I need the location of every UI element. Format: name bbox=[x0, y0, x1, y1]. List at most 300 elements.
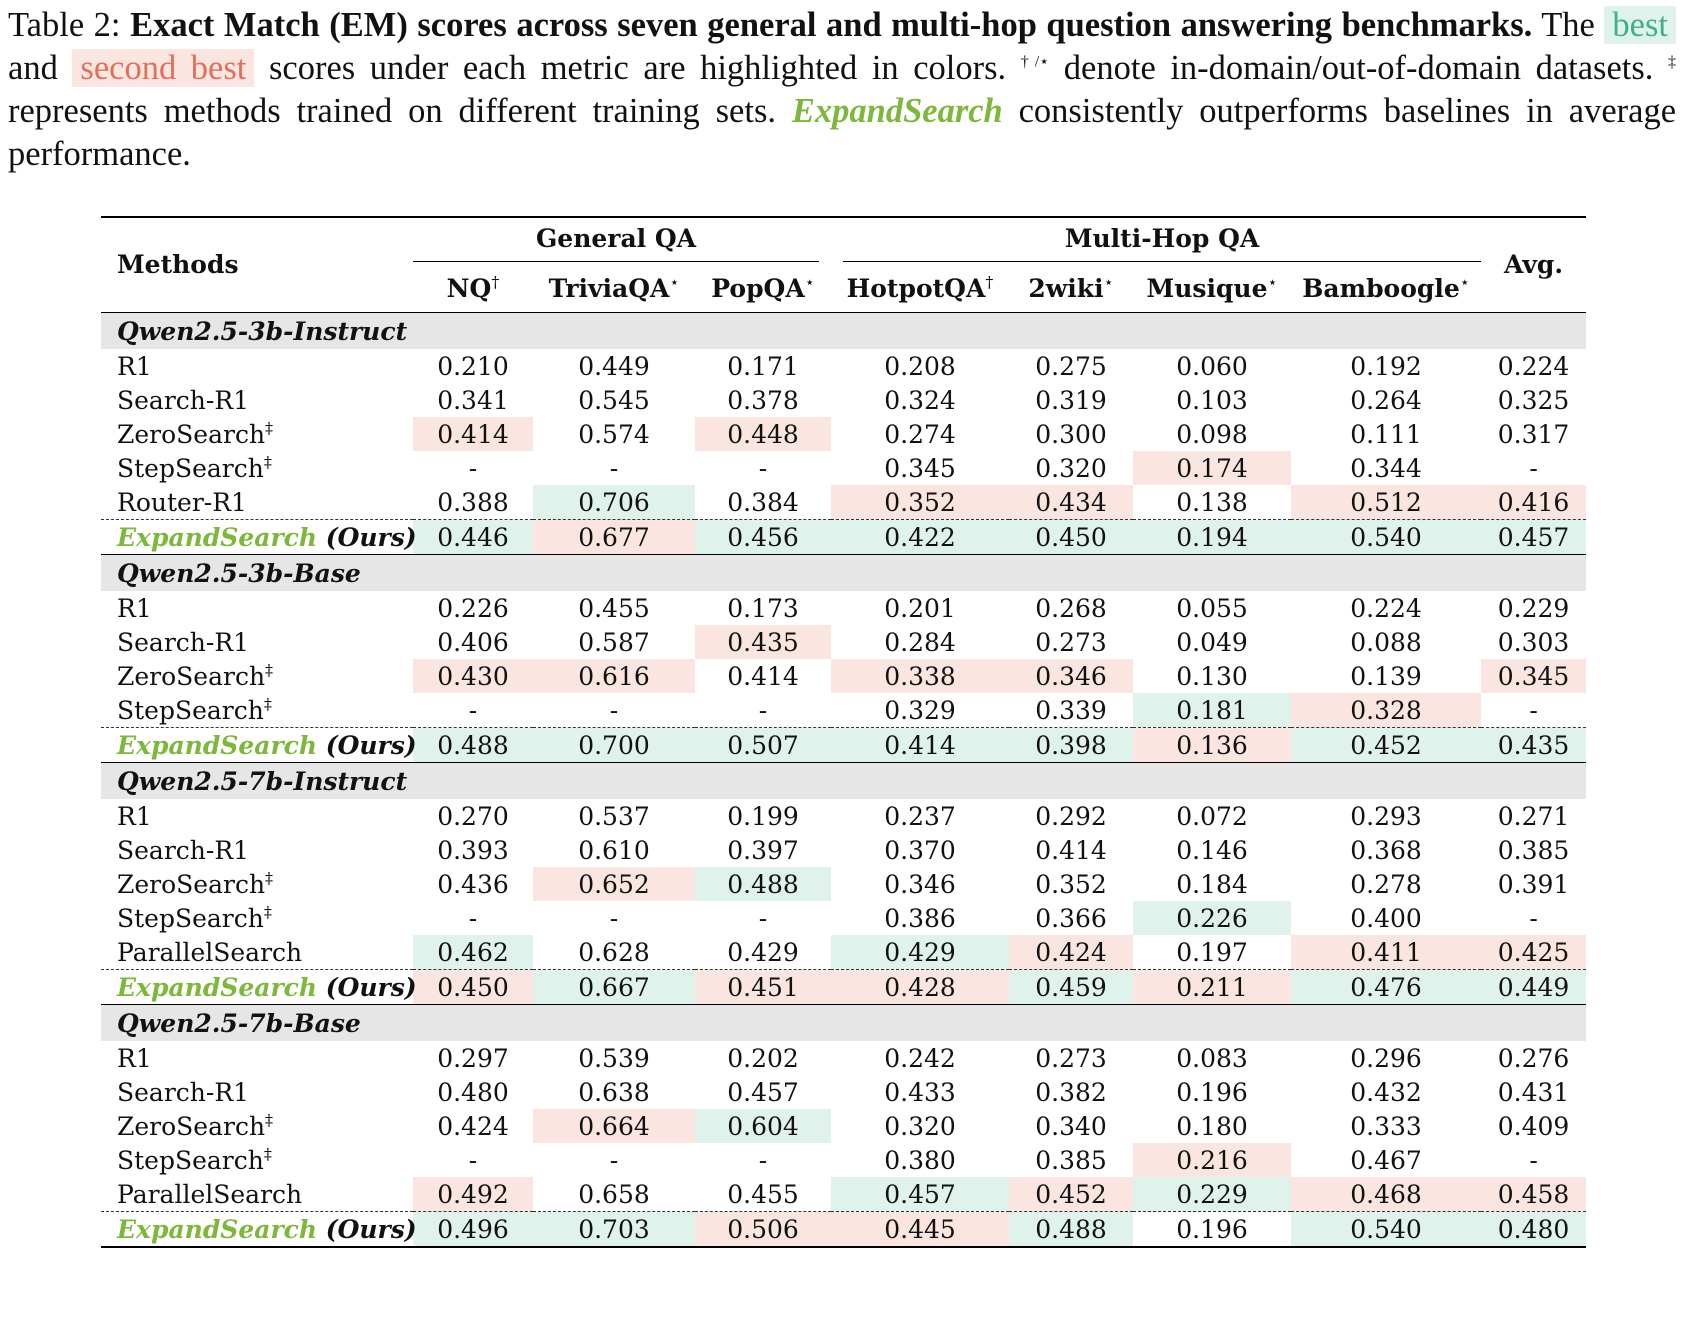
caption-text-2: scores under each metric are highlighted in colors. bbox=[268, 49, 1007, 87]
value-cell: 0.457 bbox=[831, 1177, 1009, 1212]
value-cell: 0.385 bbox=[1497, 835, 1570, 865]
table-row bbox=[101, 935, 1586, 970]
method-mark: ‡ bbox=[265, 660, 274, 680]
value-cell: 0.296 bbox=[1350, 1043, 1422, 1073]
value-cell: 0.455 bbox=[727, 1179, 799, 1209]
value-cell: 0.480 bbox=[437, 1077, 509, 1107]
value-cell: 0.488 bbox=[413, 728, 533, 763]
method-name: R1 bbox=[117, 593, 152, 623]
value-cell: 0.459 bbox=[1009, 970, 1133, 1005]
value-cell: 0.224 bbox=[1350, 593, 1422, 623]
value-cell: 0.378 bbox=[727, 385, 799, 415]
value-cell: 0.429 bbox=[831, 935, 1009, 970]
value-cell: 0.435 bbox=[695, 625, 831, 659]
ours-tag: (Ours) bbox=[317, 522, 417, 552]
value-cell: 0.174 bbox=[1133, 451, 1291, 485]
value-cell: - bbox=[1529, 695, 1538, 725]
method-mark: ‡ bbox=[265, 1110, 274, 1130]
value-cell: 0.431 bbox=[1497, 1077, 1570, 1107]
value-cell: 0.340 bbox=[1035, 1111, 1107, 1141]
value-cell: 0.448 bbox=[695, 417, 831, 451]
value-cell: - bbox=[758, 903, 768, 933]
value-cell: 0.512 bbox=[1291, 485, 1481, 520]
value-cell: 0.370 bbox=[884, 835, 956, 865]
value-cell: 0.456 bbox=[695, 520, 831, 555]
section-title: Qwen2.5-7b-Instruct bbox=[101, 763, 1586, 800]
value-cell: 0.328 bbox=[1291, 693, 1481, 728]
results-table bbox=[101, 216, 1586, 1248]
method-mark: ‡ bbox=[263, 694, 272, 714]
value-cell: 0.275 bbox=[1035, 351, 1107, 381]
value-cell: 0.049 bbox=[1176, 627, 1248, 657]
value-cell: - bbox=[609, 453, 619, 483]
value-cell: 0.388 bbox=[437, 487, 509, 517]
header-col-bamboogle bbox=[1291, 264, 1481, 313]
method-name: R1 bbox=[117, 351, 152, 381]
value-cell: 0.391 bbox=[1497, 869, 1570, 899]
ours-tag: (Ours) bbox=[317, 730, 417, 760]
value-cell: 0.677 bbox=[533, 520, 695, 555]
value-cell: 0.610 bbox=[578, 835, 650, 865]
value-cell: 0.700 bbox=[533, 728, 695, 763]
value-cell: 0.138 bbox=[1176, 487, 1248, 517]
value-cell: 0.424 bbox=[437, 1111, 509, 1141]
value-cell: - bbox=[609, 903, 619, 933]
method-name: ZeroSearch bbox=[117, 869, 266, 899]
value-cell: 0.429 bbox=[727, 937, 799, 967]
method-name: Search-R1 bbox=[117, 1077, 250, 1107]
method-cell bbox=[101, 833, 413, 867]
value-cell: 0.424 bbox=[1009, 935, 1133, 970]
caption-second-swatch: second best bbox=[72, 49, 254, 87]
value-cell: 0.450 bbox=[413, 970, 533, 1005]
table-row-ours bbox=[101, 1212, 1586, 1248]
table-row bbox=[101, 417, 1586, 451]
method-mark: ‡ bbox=[263, 902, 272, 922]
table-row bbox=[101, 833, 1586, 867]
value-cell: 0.136 bbox=[1133, 728, 1291, 763]
method-name: StepSearch bbox=[117, 903, 264, 933]
header-col-name: PopQA bbox=[711, 273, 805, 303]
value-cell: 0.449 bbox=[578, 351, 650, 381]
value-cell: 0.540 bbox=[1291, 520, 1481, 555]
table-row-ours bbox=[101, 520, 1586, 555]
table-row bbox=[101, 659, 1586, 693]
value-cell: 0.210 bbox=[437, 351, 509, 381]
value-cell: 0.274 bbox=[884, 419, 956, 449]
value-cell: 0.457 bbox=[727, 1077, 799, 1107]
table-row bbox=[101, 1041, 1586, 1075]
header-col-mark: ⋆ bbox=[1103, 272, 1114, 292]
value-cell: 0.507 bbox=[695, 728, 831, 763]
value-cell: 0.414 bbox=[1035, 835, 1107, 865]
method-name: StepSearch bbox=[117, 1145, 264, 1175]
value-cell: 0.386 bbox=[884, 903, 956, 933]
header-col-popqa bbox=[695, 264, 831, 313]
header-col-2wiki bbox=[1009, 264, 1133, 313]
header-col-triviaqa bbox=[533, 264, 695, 313]
value-cell: - bbox=[758, 453, 768, 483]
table-row-ours bbox=[101, 970, 1586, 1005]
value-cell: 0.457 bbox=[1481, 520, 1586, 555]
value-cell: 0.229 bbox=[1497, 593, 1570, 623]
section-row bbox=[101, 763, 1586, 800]
method-cell bbox=[101, 485, 413, 520]
method-cell bbox=[101, 451, 413, 485]
value-cell: 0.352 bbox=[1035, 869, 1107, 899]
caption-label: Table 2: bbox=[8, 6, 121, 44]
value-cell: 0.703 bbox=[533, 1212, 695, 1248]
value-cell: 0.414 bbox=[413, 417, 533, 451]
table-row bbox=[101, 383, 1586, 417]
section-row bbox=[101, 555, 1586, 592]
value-cell: 0.449 bbox=[1481, 970, 1586, 1005]
header-col-mark: † bbox=[985, 272, 994, 292]
value-cell: 0.226 bbox=[1133, 901, 1291, 935]
value-cell: 0.211 bbox=[1133, 970, 1291, 1005]
value-cell: 0.297 bbox=[437, 1043, 509, 1073]
value-cell: 0.664 bbox=[533, 1109, 695, 1143]
section-title: Qwen2.5-3b-Base bbox=[101, 555, 1586, 592]
value-cell: 0.416 bbox=[1481, 485, 1586, 520]
value-cell: 0.488 bbox=[1009, 1212, 1133, 1248]
section-row bbox=[101, 1005, 1586, 1042]
header-col-musique bbox=[1133, 264, 1291, 313]
value-cell: 0.506 bbox=[695, 1212, 831, 1248]
value-cell: 0.540 bbox=[1291, 1212, 1481, 1248]
value-cell: - bbox=[758, 1145, 768, 1175]
header-row-groups bbox=[101, 217, 1586, 264]
value-cell: 0.468 bbox=[1291, 1177, 1481, 1212]
value-cell: 0.455 bbox=[578, 593, 650, 623]
value-cell: 0.385 bbox=[1035, 1145, 1107, 1175]
value-cell: 0.103 bbox=[1176, 385, 1248, 415]
header-col-name: HotpotQA bbox=[846, 273, 986, 303]
method-cell bbox=[101, 693, 413, 728]
table-row bbox=[101, 451, 1586, 485]
value-cell: 0.271 bbox=[1497, 801, 1570, 831]
value-cell: 0.488 bbox=[695, 867, 831, 901]
method-cell bbox=[101, 1143, 413, 1177]
method-name-ours: ExpandSearch bbox=[117, 522, 318, 552]
caption-ddagger: ‡ bbox=[1668, 53, 1677, 71]
section-title: Qwen2.5-7b-Base bbox=[101, 1005, 1586, 1042]
ours-tag: (Ours) bbox=[317, 972, 417, 1002]
value-cell: 0.380 bbox=[884, 1145, 956, 1175]
value-cell: 0.276 bbox=[1497, 1043, 1570, 1073]
value-cell: 0.268 bbox=[1035, 593, 1107, 623]
caption-text-3: denote in-domain/out-of-domain datasets. bbox=[1063, 49, 1654, 87]
value-cell: 0.537 bbox=[578, 801, 650, 831]
table-row bbox=[101, 1177, 1586, 1212]
method-cell bbox=[101, 417, 413, 451]
value-cell: 0.432 bbox=[1350, 1077, 1422, 1107]
header-col-mark: ⋆ bbox=[1459, 272, 1470, 292]
value-cell: 0.197 bbox=[1176, 937, 1248, 967]
method-cell bbox=[101, 1177, 413, 1212]
value-cell: 0.139 bbox=[1350, 661, 1422, 691]
value-cell: 0.382 bbox=[1035, 1077, 1107, 1107]
value-cell: 0.293 bbox=[1350, 801, 1422, 831]
value-cell: 0.146 bbox=[1176, 835, 1248, 865]
value-cell: 0.324 bbox=[884, 385, 956, 415]
value-cell: 0.446 bbox=[413, 520, 533, 555]
value-cell: 0.216 bbox=[1133, 1143, 1291, 1177]
method-cell bbox=[101, 349, 413, 383]
value-cell: 0.184 bbox=[1176, 869, 1248, 899]
caption-method-name: ExpandSearch bbox=[791, 92, 1003, 130]
value-cell: 0.433 bbox=[884, 1077, 956, 1107]
value-cell: 0.171 bbox=[727, 351, 799, 381]
value-cell: 0.208 bbox=[884, 351, 956, 381]
ours-tag: (Ours) bbox=[317, 1214, 417, 1244]
value-cell: 0.476 bbox=[1291, 970, 1481, 1005]
method-mark: ‡ bbox=[265, 418, 274, 438]
results-table-container bbox=[101, 216, 1586, 1248]
header-col-name: NQ bbox=[446, 273, 492, 303]
caption-and: and bbox=[8, 49, 58, 87]
table-row bbox=[101, 1075, 1586, 1109]
method-cell bbox=[101, 1041, 413, 1075]
value-cell: 0.452 bbox=[1009, 1177, 1133, 1212]
header-methods: Methods bbox=[101, 217, 413, 313]
section-title: Qwen2.5-3b-Instruct bbox=[101, 313, 1586, 350]
value-cell: 0.338 bbox=[831, 659, 1009, 693]
table-row-ours bbox=[101, 728, 1586, 763]
method-name: R1 bbox=[117, 801, 152, 831]
value-cell: 0.201 bbox=[884, 593, 956, 623]
value-cell: 0.366 bbox=[1035, 903, 1107, 933]
value-cell: - bbox=[468, 453, 478, 483]
value-cell: 0.436 bbox=[437, 869, 509, 899]
value-cell: 0.273 bbox=[1035, 627, 1107, 657]
header-col-name: Musique bbox=[1146, 273, 1268, 303]
method-cell bbox=[101, 1212, 417, 1248]
header-col-mark: † bbox=[491, 272, 500, 292]
table-row bbox=[101, 485, 1586, 520]
table-row bbox=[101, 349, 1586, 383]
value-cell: 0.706 bbox=[533, 485, 695, 520]
value-cell: 0.435 bbox=[1481, 728, 1586, 763]
header-group-general bbox=[413, 217, 831, 264]
value-cell: 0.199 bbox=[727, 801, 799, 831]
method-cell bbox=[101, 867, 413, 901]
value-cell: 0.451 bbox=[695, 970, 831, 1005]
method-name-ours: ExpandSearch bbox=[117, 730, 318, 760]
value-cell: 0.414 bbox=[727, 661, 799, 691]
value-cell: 0.278 bbox=[1350, 869, 1422, 899]
value-cell: 0.398 bbox=[1009, 728, 1133, 763]
value-cell: 0.292 bbox=[1035, 801, 1107, 831]
value-cell: 0.284 bbox=[884, 627, 956, 657]
value-cell: 0.320 bbox=[1035, 453, 1107, 483]
value-cell: 0.344 bbox=[1350, 453, 1422, 483]
value-cell: 0.339 bbox=[1035, 695, 1107, 725]
value-cell: 0.194 bbox=[1133, 520, 1291, 555]
caption-text-5: consistently outperforms baselines in average performance. bbox=[8, 92, 1677, 173]
value-cell: 0.428 bbox=[831, 970, 1009, 1005]
header-group-multihop-label: Multi-Hop QA bbox=[843, 224, 1481, 262]
method-cell bbox=[101, 1075, 413, 1109]
caption-text-4: represents methods trained on different training sets. bbox=[8, 92, 777, 130]
value-cell: - bbox=[609, 1145, 619, 1175]
value-cell: 0.300 bbox=[1035, 419, 1107, 449]
method-name: StepSearch bbox=[117, 453, 264, 483]
header-col-name: TriviaQA bbox=[548, 273, 670, 303]
value-cell: 0.425 bbox=[1481, 935, 1586, 970]
header-group-multihop bbox=[831, 217, 1481, 264]
value-cell: 0.638 bbox=[578, 1077, 650, 1107]
value-cell: 0.264 bbox=[1350, 385, 1422, 415]
value-cell: 0.414 bbox=[831, 728, 1009, 763]
value-cell: 0.196 bbox=[1176, 1077, 1248, 1107]
table-row bbox=[101, 693, 1586, 728]
method-cell bbox=[101, 1109, 413, 1143]
header-col-name: Bamboogle bbox=[1302, 273, 1460, 303]
method-cell bbox=[101, 728, 417, 763]
method-name: ZeroSearch bbox=[117, 661, 266, 691]
value-cell: 0.458 bbox=[1481, 1177, 1586, 1212]
table-row bbox=[101, 625, 1586, 659]
value-cell: 0.539 bbox=[578, 1043, 650, 1073]
method-name: ParallelSearch bbox=[117, 937, 303, 967]
method-name-ours: ExpandSearch bbox=[117, 972, 318, 1002]
method-cell bbox=[101, 625, 413, 659]
method-name: R1 bbox=[117, 1043, 152, 1073]
method-name: Search-R1 bbox=[117, 835, 250, 865]
value-cell: 0.341 bbox=[437, 385, 509, 415]
value-cell: - bbox=[609, 695, 619, 725]
value-cell: 0.409 bbox=[1497, 1111, 1570, 1141]
value-cell: 0.242 bbox=[884, 1043, 956, 1073]
value-cell: 0.130 bbox=[1176, 661, 1248, 691]
value-cell: 0.462 bbox=[413, 935, 533, 970]
value-cell: 0.055 bbox=[1176, 593, 1248, 623]
value-cell: 0.658 bbox=[578, 1179, 650, 1209]
method-name: ZeroSearch bbox=[117, 419, 266, 449]
value-cell: 0.368 bbox=[1350, 835, 1422, 865]
header-avg: Avg. bbox=[1481, 217, 1586, 313]
value-cell: 0.406 bbox=[437, 627, 509, 657]
method-mark: ‡ bbox=[263, 1144, 272, 1164]
value-cell: 0.270 bbox=[437, 801, 509, 831]
method-mark: ‡ bbox=[265, 868, 274, 888]
value-cell: 0.303 bbox=[1497, 627, 1570, 657]
value-cell: 0.480 bbox=[1481, 1212, 1586, 1248]
table-row bbox=[101, 867, 1586, 901]
caption-daggers: †/⋆ bbox=[1020, 53, 1050, 71]
value-cell: 0.411 bbox=[1291, 935, 1481, 970]
method-mark: ‡ bbox=[263, 452, 272, 472]
value-cell: 0.196 bbox=[1133, 1212, 1291, 1248]
caption-best-swatch: best bbox=[1604, 6, 1676, 44]
method-cell bbox=[101, 659, 413, 693]
method-name: Router-R1 bbox=[117, 487, 247, 517]
caption-title: Exact Match (EM) scores across seven general and multi-hop question answering benchmarks. bbox=[130, 6, 1533, 44]
value-cell: 0.333 bbox=[1350, 1111, 1422, 1141]
value-cell: 0.587 bbox=[578, 627, 650, 657]
method-cell bbox=[101, 383, 413, 417]
value-cell: - bbox=[468, 1145, 478, 1175]
value-cell: 0.072 bbox=[1176, 801, 1248, 831]
value-cell: 0.628 bbox=[578, 937, 650, 967]
header-col-nq bbox=[413, 264, 533, 313]
value-cell: 0.400 bbox=[1350, 903, 1422, 933]
caption-text-1: The bbox=[1541, 6, 1595, 44]
value-cell: - bbox=[1529, 1145, 1538, 1175]
table-row bbox=[101, 1143, 1586, 1177]
value-cell: 0.226 bbox=[437, 593, 509, 623]
value-cell: 0.111 bbox=[1350, 419, 1422, 449]
value-cell: 0.345 bbox=[884, 453, 956, 483]
value-cell: 0.317 bbox=[1497, 419, 1570, 449]
method-cell bbox=[101, 970, 417, 1005]
value-cell: 0.202 bbox=[727, 1043, 799, 1073]
header-col-mark: ⋆ bbox=[669, 272, 680, 292]
value-cell: - bbox=[1529, 453, 1538, 483]
header-group-general-label: General QA bbox=[413, 224, 819, 262]
table-row bbox=[101, 901, 1586, 935]
value-cell: 0.652 bbox=[533, 867, 695, 901]
value-cell: 0.346 bbox=[1009, 659, 1133, 693]
method-cell bbox=[101, 799, 413, 833]
value-cell: 0.450 bbox=[1009, 520, 1133, 555]
method-name-ours: ExpandSearch bbox=[117, 1214, 318, 1244]
value-cell: 0.273 bbox=[1035, 1043, 1107, 1073]
value-cell: 0.393 bbox=[437, 835, 509, 865]
value-cell: 0.667 bbox=[533, 970, 695, 1005]
value-cell: 0.496 bbox=[413, 1212, 533, 1248]
value-cell: 0.397 bbox=[727, 835, 799, 865]
value-cell: 0.345 bbox=[1481, 659, 1586, 693]
method-cell bbox=[101, 520, 417, 555]
value-cell: 0.346 bbox=[884, 869, 956, 899]
value-cell: 0.422 bbox=[831, 520, 1009, 555]
value-cell: - bbox=[1529, 903, 1538, 933]
value-cell: 0.492 bbox=[413, 1177, 533, 1212]
value-cell: 0.467 bbox=[1350, 1145, 1422, 1175]
value-cell: 0.098 bbox=[1176, 419, 1248, 449]
header-col-hotpotqa bbox=[831, 264, 1009, 313]
value-cell: 0.060 bbox=[1176, 351, 1248, 381]
value-cell: 0.452 bbox=[1291, 728, 1481, 763]
method-name: Search-R1 bbox=[117, 627, 250, 657]
method-name: Search-R1 bbox=[117, 385, 250, 415]
value-cell: 0.237 bbox=[884, 801, 956, 831]
method-name: ZeroSearch bbox=[117, 1111, 266, 1141]
table-caption bbox=[8, 4, 1676, 176]
table-body bbox=[101, 313, 1586, 1248]
value-cell: 0.088 bbox=[1350, 627, 1422, 657]
value-cell: 0.325 bbox=[1497, 385, 1570, 415]
value-cell: 0.574 bbox=[578, 419, 650, 449]
header-col-mark: ⋆ bbox=[804, 272, 815, 292]
method-cell bbox=[101, 935, 413, 970]
value-cell: 0.319 bbox=[1035, 385, 1107, 415]
method-cell bbox=[101, 591, 413, 625]
method-name: StepSearch bbox=[117, 695, 264, 725]
value-cell: 0.352 bbox=[831, 485, 1009, 520]
value-cell: 0.434 bbox=[1009, 485, 1133, 520]
value-cell: 0.083 bbox=[1176, 1043, 1248, 1073]
value-cell: 0.229 bbox=[1133, 1177, 1291, 1212]
value-cell: 0.545 bbox=[578, 385, 650, 415]
value-cell: 0.616 bbox=[533, 659, 695, 693]
value-cell: - bbox=[468, 695, 478, 725]
value-cell: 0.445 bbox=[831, 1212, 1009, 1248]
value-cell: - bbox=[468, 903, 478, 933]
value-cell: 0.604 bbox=[695, 1109, 831, 1143]
